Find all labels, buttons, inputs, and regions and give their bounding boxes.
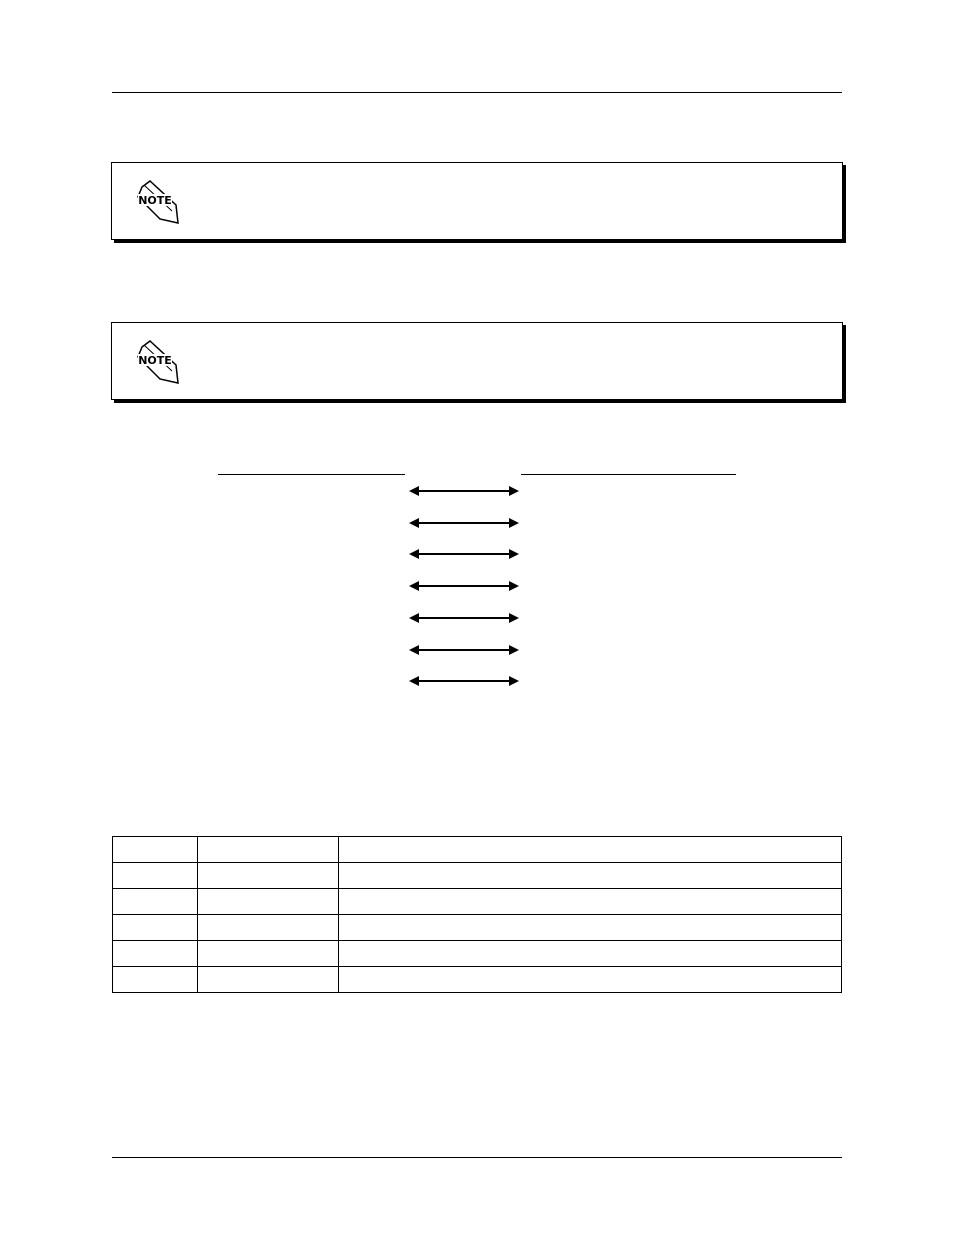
note-icon [136, 179, 180, 225]
double-arrow-icon [408, 547, 520, 561]
table-row [113, 941, 842, 967]
table-cell [339, 889, 842, 915]
double-arrow-icon [408, 611, 520, 625]
table-cell [339, 863, 842, 889]
svg-text:NOTE: NOTE [138, 354, 172, 367]
footer-rule [112, 1157, 842, 1158]
note-icon [136, 339, 180, 385]
table-cell [198, 915, 339, 941]
table-cell [198, 889, 339, 915]
table-cell [198, 837, 339, 863]
table-row [113, 889, 842, 915]
double-arrow-icon [408, 674, 520, 688]
svg-text:NOTE: NOTE [138, 194, 172, 207]
table-row [113, 863, 842, 889]
table-cell [339, 967, 842, 993]
double-arrow-icon [408, 516, 520, 530]
table-row [113, 837, 842, 863]
left-column-header [218, 474, 405, 475]
table-cell [113, 967, 198, 993]
table-cell [113, 889, 198, 915]
table-cell [113, 915, 198, 941]
table-cell [198, 863, 339, 889]
table-row [113, 915, 842, 941]
table-cell [113, 941, 198, 967]
table-row [113, 967, 842, 993]
right-column-header [521, 474, 736, 475]
table-cell [113, 863, 198, 889]
table-cell [339, 837, 842, 863]
table-cell [113, 837, 198, 863]
table-cell [339, 915, 842, 941]
double-arrow-icon [408, 579, 520, 593]
table-cell [339, 941, 842, 967]
data-table [112, 836, 842, 993]
table-cell [198, 941, 339, 967]
note-box-2 [111, 322, 843, 400]
header-rule [112, 92, 842, 93]
table-cell [198, 967, 339, 993]
note-box-1 [111, 162, 843, 240]
double-arrow-icon [408, 643, 520, 657]
double-arrow-icon [408, 484, 520, 498]
